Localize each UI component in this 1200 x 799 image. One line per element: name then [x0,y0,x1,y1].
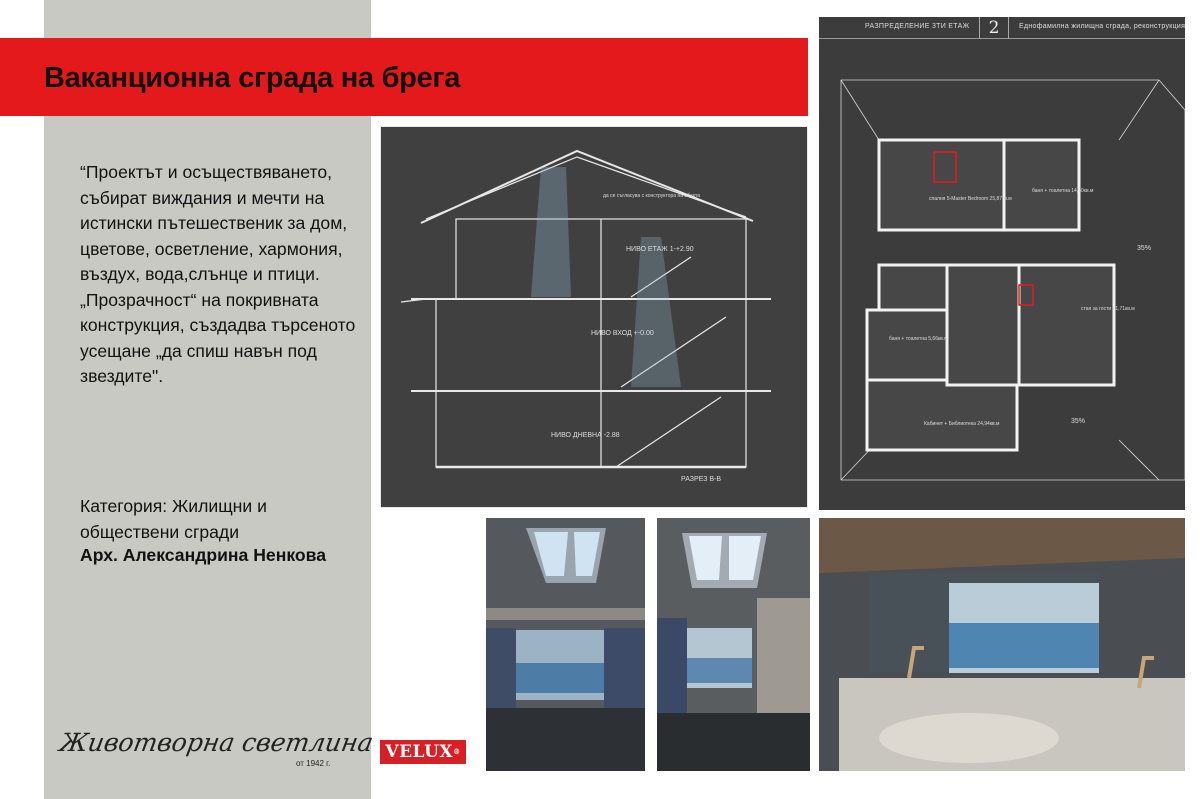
brand-signature: Животворна светлина [57,728,376,757]
brand-since: от 1942 г. [296,759,331,768]
section-caption: РАЗРЕЗ В-В [681,476,722,483]
room-bath-label: баня + тоалетна 14,50кв.м [1032,188,1094,194]
photo-bedroom-skylights [486,518,645,771]
plan-header [819,17,1185,39]
velux-logo [380,740,466,764]
roof-line [426,157,746,219]
plan-header-project: Еднофамилна жилищна сграда, реконструкция [1019,23,1186,30]
level-living-label: НИВО ДНЕВНА -2.88 [551,432,620,439]
room-study-label: Кабинет + Библиотека 24,94кв.м [924,421,1000,427]
level-attic-label: НИВО ЕТАЖ 1-+2.90 [626,246,694,253]
project-category: Категория: Жилищни и обществени сгради [80,496,267,542]
architect-name: Арх. Александрина Ненкова [80,545,327,565]
page-title: Ваканционна сграда на брега [44,62,461,94]
floor-plan-svg [819,40,1185,510]
room-guest-label: стая за гости 21,71кв.м [1081,306,1135,312]
level-entrance-label: НИВО ВХОД +-0.00 [591,330,654,337]
project-description: “Проектът и осъществяването, събират виждания и мечти на истински пътешественик за дом, цветове, осветление, хармония, въздух, вода,слънце и птици. „Прозрачност“ на покривната конструкция, създадва търсеното усещане „да спиш навън под звездите". [80,162,356,386]
room-master-label: спалня 5-Master Bedroom 25,87кв.м [929,196,1012,202]
section-note: да се съгласува с конструктора на обекта [603,193,701,199]
photo-bathroom-sea-view [819,518,1185,771]
sheet-number: 2 [979,17,1009,39]
section-drawing-svg [381,127,807,507]
roof-slope-b: 35% [1071,418,1086,425]
left-text-panel [44,0,371,799]
section-drawing [380,126,808,508]
plan-header-title: РАЗПРЕДЕЛЕНИЕ 3ТИ ЕТАЖ [865,23,970,30]
floor-plan [819,17,1185,510]
velux-logo-text: VELUX [385,742,454,762]
room-bath2-label: баня + тоалетна 5,66кв.м [889,336,948,342]
roof-slope-a: 35% [1137,245,1152,252]
photo-room-skylights [657,518,810,771]
registered-mark: ® [453,747,461,756]
